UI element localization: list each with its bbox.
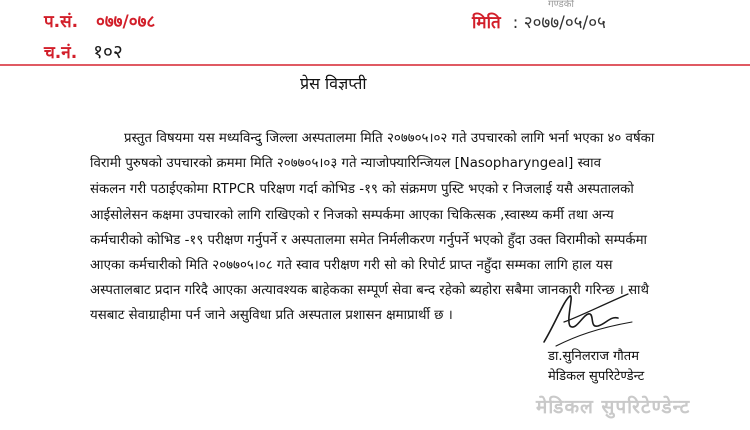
body-line: आईसोलेसन कक्षमा उपचारको लागि राखिएको र निजको सम्पर्कमा आएका चिकित्सक ,स्वास्थ्य कर्मी तथा अन्य [90, 208, 614, 223]
date-value: : २०७७/०५/०५ [512, 13, 606, 33]
body-line: प्रस्तुत विषयमा यस मध्यविन्दु जिल्ला अस्पतालमा मिति २०७७०५।०२ गते उपचारको लागि भर्ना भएका ४० वर्षका [124, 131, 655, 146]
body-line: यसबाट सेवाग्राहीमा पर्न जाने असुविधा प्रति अस्पताल प्रशासन क्षमाप्रार्थी छ । [90, 308, 453, 323]
date-field [472, 10, 606, 33]
date-label: मिति [472, 13, 501, 33]
body-line: संकलन गरी पठाईएकोमा RTPCR परिक्षण गर्दा कोभिड -१९ को संक्रमण पुस्टि भएको र निजलाई यसै अस्पतालको [90, 182, 634, 197]
dispatch-number-label: च.नं. [44, 43, 78, 63]
reference-number [44, 9, 155, 32]
header-divider [0, 64, 750, 66]
body-line: आएका कर्मचारीको मिति २०७७०५।०८ गते स्वाव परीक्षण गरी सो को रिपोर्ट प्राप्त नहुँदा सम्मका लागि हाल यस [90, 258, 613, 273]
page-title: प्रेस विज्ञप्ती [300, 74, 367, 93]
signatory-designation: मेडिकल सुपरिटेण्डेन्ट [548, 369, 645, 384]
body-line: विरामी पुरुषको उपचारको क्रममा मिति २०७७०५।०३ गते न्याजोफ्यारिन्जियल [Nasopharyngeal] स्वाव [90, 156, 601, 171]
faded-stamp: मेडिकल सुपरिटेण्डेन्ट [536, 396, 691, 418]
dispatch-number-value: १०२ [93, 41, 123, 63]
body-line: अस्पतालबाट प्रदान गरिदै आएका अत्यावश्यक बाहेकका सम्पूर्ण सेवा बन्द रहेको ब्यहोरा सबैमा जानकारी गरिन्छ । साथै [90, 283, 649, 298]
letterhead-fragment: गण्डकी [548, 0, 574, 10]
dispatch-number [44, 38, 123, 64]
reference-number-value: ०७७/०७८ [96, 12, 156, 32]
handwritten-signature [536, 292, 636, 348]
signatory-name: डा.सुनिलराज गौतम [548, 349, 639, 364]
body-line: कर्मचारीको कोभिड -१९ परीक्षण गर्नुपर्ने र अस्पतालमा समेत निर्मलीकरण गर्नुपर्ने भएको हुँदा उक्त विरामीको सम्पर्कमा [90, 233, 647, 248]
reference-number-label: प.सं. [44, 12, 79, 32]
